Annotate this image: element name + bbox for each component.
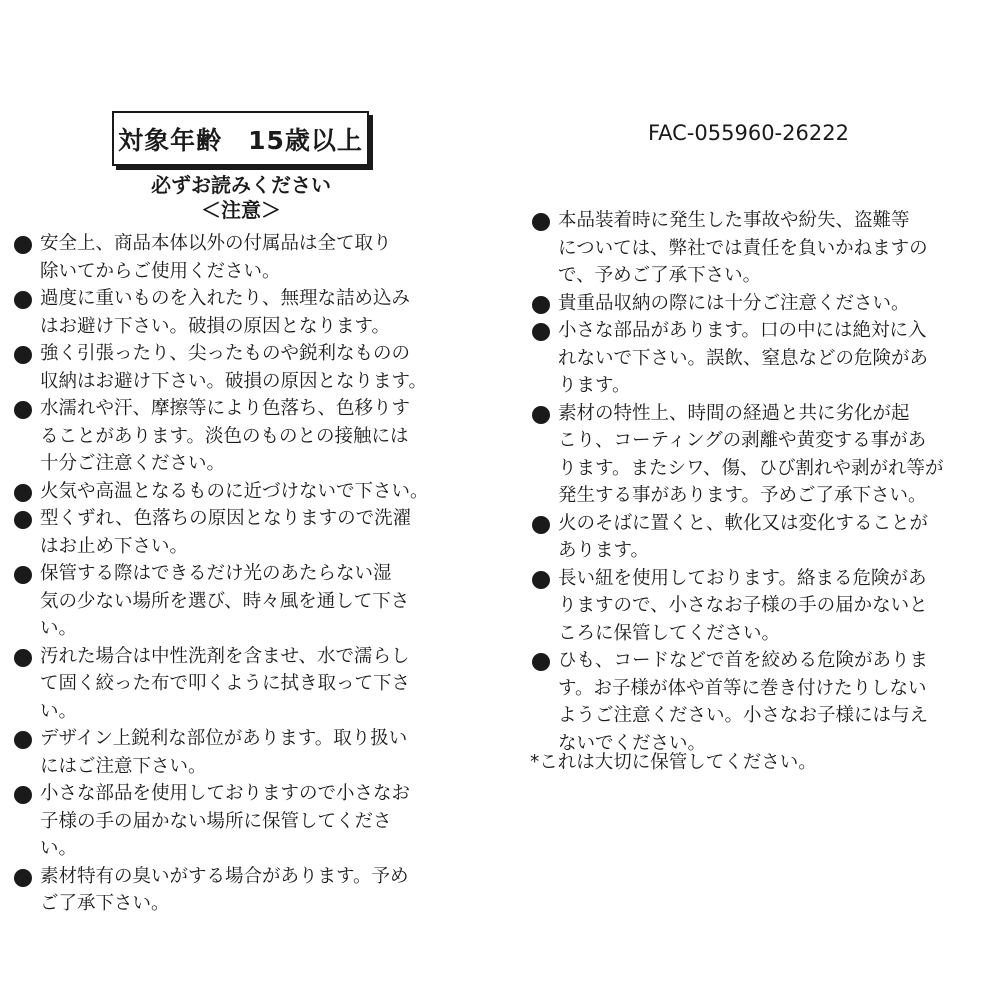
caution-list-right [532, 207, 984, 757]
caution-text: 保管する際はできるだけ光のあたらない湿 気の少ない場所を選び、時々風を通して下さ い。 [40, 563, 410, 639]
caution-item [14, 725, 472, 780]
age-rating-label: 対象年齢 15歳以上 [112, 111, 369, 166]
caution-text: 素材の特性上、時間の経過と共に劣化が起 こり、コーティングの剥離や黄変する事があ ります。またシワ、傷、ひび割れや剥がれ等が 発生する事があります。予めご了承下さい。 [558, 402, 944, 506]
caution-item [532, 647, 984, 757]
caution-item [14, 230, 472, 285]
bullet-icon [14, 731, 32, 749]
caution-item [14, 478, 472, 506]
caution-text: 水濡れや汗、摩擦等により色落ち、色移りす ることがあります。淡色のものとの接触には 十分ご注意ください。 [40, 398, 411, 474]
caution-text: 過度に重いものを入れたり、無理な詰め込み はお避け下さい。破損の原因となります。 [40, 288, 411, 337]
caution-item [14, 285, 472, 340]
bullet-icon [532, 653, 550, 671]
bullet-icon [14, 511, 32, 529]
caution-text: 素材特有の臭いがする場合があります。予め ご了承下さい。 [40, 865, 409, 914]
caution-item [14, 560, 472, 643]
caution-list-left [14, 230, 472, 918]
caution-item [14, 340, 472, 395]
bullet-icon [532, 406, 550, 424]
caution-item [14, 863, 472, 918]
caution-text: 汚れた場合は中性洗剤を含ませ、水で濡らし て固く絞った布で叩くように拭き取って下さ い。 [40, 645, 411, 722]
caution-text: 火のそばに置くと、軟化又は変化することが あります。 [558, 512, 929, 561]
caution-item [532, 510, 984, 565]
warning-heading [128, 173, 354, 223]
bullet-icon [14, 869, 32, 887]
caution-item [14, 780, 472, 863]
bullet-icon [14, 786, 32, 804]
bullet-icon [14, 401, 32, 419]
bullet-icon [532, 296, 550, 314]
bullet-icon [532, 323, 550, 341]
bullet-icon [532, 571, 550, 589]
caution-text: 長い紐を使用しております。絡まる危険があ りますので、小さなお子様の手の届かないと ころに保管してください。 [558, 567, 928, 644]
bullet-icon [532, 516, 550, 534]
caution-text: ひも、コードなどで首を絞める危険がありま す。お子様が体や首等に巻き付けたりしない ようご注意ください。小さなお子様には与え ないでください。 [558, 650, 929, 754]
heading-title: 必ずお読みください [151, 173, 331, 197]
caution-text: 強く引張ったり、尖ったものや鋭利なものの 収納はお避け下さい。破損の原因となります。 [40, 343, 428, 392]
caution-item [532, 565, 984, 648]
heading-subtitle: ＜注意＞ [201, 198, 281, 222]
caution-item [532, 400, 984, 510]
caution-item [532, 317, 984, 400]
product-code: FAC-055960-26222 [648, 121, 849, 145]
bullet-icon [14, 236, 32, 254]
caution-item [532, 290, 984, 318]
bullet-icon [14, 649, 32, 667]
bullet-icon [14, 291, 32, 309]
caution-text: デザイン上鋭利な部位があります。取り扱い にはご注意下さい。 [40, 728, 408, 777]
caution-item [532, 207, 984, 290]
storage-footnote: *これは大切に保管してください。 [530, 752, 817, 773]
caution-text: 小さな部品があります。口の中には絶対に入 れないで下さい。誤飲、窒息などの危険があ ります。 [558, 320, 929, 396]
caution-text: 小さな部品を使用しておりますので小さなお 子様の手の届かない場所に保管してくださ い。 [40, 783, 411, 859]
caution-text: 火気や高温となるものに近づけないで下さい。 [40, 480, 429, 502]
caution-text: 型くずれ、色落ちの原因となりますので洗濯 はお止め下さい。 [40, 508, 412, 557]
caution-item [14, 643, 472, 726]
bullet-icon [14, 346, 32, 364]
caution-text: 本品装着時に発生した事故や紛失、盗難等 については、弊社では責任を負いかねますの で、予めご了承下さい。 [558, 210, 928, 286]
bullet-icon [14, 484, 32, 502]
caution-item [14, 395, 472, 478]
bullet-icon [14, 566, 32, 584]
caution-text: 貴重品収納の際には十分ご注意ください。 [558, 292, 910, 314]
caution-text: 安全上、商品本体以外の付属品は全て取り 除いてからご使用ください。 [40, 233, 392, 282]
bullet-icon [532, 213, 550, 231]
caution-item [14, 505, 472, 560]
